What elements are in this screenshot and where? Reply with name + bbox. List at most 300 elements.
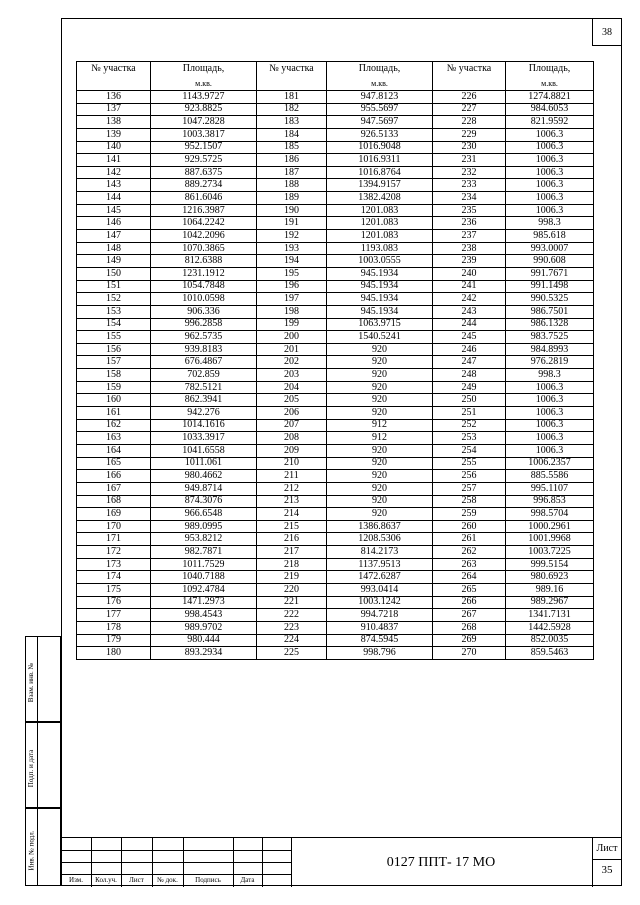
- plot-number-cell: 251: [433, 407, 506, 420]
- area-cell: 982.7871: [151, 546, 257, 559]
- plot-number-cell: 210: [257, 457, 327, 470]
- area-cell: 991.7671: [506, 267, 594, 280]
- plot-number-cell: 203: [257, 369, 327, 382]
- area-cell: 1006.3: [506, 166, 594, 179]
- plot-number-cell: 255: [433, 457, 506, 470]
- table-row: [77, 394, 594, 407]
- plot-number-cell: 265: [433, 583, 506, 596]
- title-block: [61, 837, 622, 886]
- table-row: [77, 305, 594, 318]
- plot-number-cell: 172: [77, 546, 151, 559]
- plot-number-cell: 211: [257, 470, 327, 483]
- plot-number-cell: 220: [257, 583, 327, 596]
- plot-number-cell: 142: [77, 166, 151, 179]
- document-code: 0127 ППТ- 17 МО: [386, 855, 496, 870]
- plot-number-cell: 207: [257, 419, 327, 432]
- plot-number-cell: 159: [77, 381, 151, 394]
- area-cell: 1201.083: [327, 204, 433, 217]
- plot-number-cell: 145: [77, 204, 151, 217]
- area-cell: 1006.2357: [506, 457, 594, 470]
- plot-number-cell: 229: [433, 128, 506, 141]
- plot-number-cell: 214: [257, 508, 327, 521]
- plot-number-cell: 181: [257, 91, 327, 104]
- plot-number-cell: 234: [433, 192, 506, 205]
- plot-number-cell: 160: [77, 394, 151, 407]
- side-label-replaced-inv: Взам. инв. №: [27, 662, 36, 703]
- area-cell: 1047.2828: [151, 116, 257, 129]
- area-cell: 986.1328: [506, 318, 594, 331]
- area-cell: 984.6053: [506, 103, 594, 116]
- table-row: [77, 116, 594, 129]
- table-row: [77, 204, 594, 217]
- area-cell: 893.2934: [151, 647, 257, 660]
- stamp-col-qty: Кол.уч.: [95, 876, 117, 884]
- plot-number-cell: 250: [433, 394, 506, 407]
- area-cell: 920: [327, 407, 433, 420]
- plot-number-cell: 264: [433, 571, 506, 584]
- plot-number-cell: 240: [433, 267, 506, 280]
- plot-number-cell: 206: [257, 407, 327, 420]
- plot-number-cell: 180: [77, 647, 151, 660]
- header-area-2: Площадь, м.кв.: [327, 62, 433, 91]
- area-cell: 874.5945: [327, 634, 433, 647]
- area-cell: 1003.3817: [151, 128, 257, 141]
- plot-number-cell: 201: [257, 343, 327, 356]
- plot-number-cell: 162: [77, 419, 151, 432]
- plot-number-cell: 153: [77, 305, 151, 318]
- header-area-3: Площадь, м.кв.: [506, 62, 594, 91]
- area-cell: 1000.2961: [506, 520, 594, 533]
- area-cell: 926.5133: [327, 128, 433, 141]
- plot-number-cell: 157: [77, 356, 151, 369]
- side-label-inv-original: Инв. № подл.: [27, 830, 36, 871]
- area-cell: 995.1107: [506, 482, 594, 495]
- table-row: [77, 230, 594, 243]
- area-cell: 923.8825: [151, 103, 257, 116]
- area-cell: 998.4543: [151, 609, 257, 622]
- side-block-inv-original: [25, 808, 61, 886]
- table-row: [77, 558, 594, 571]
- table-row: [77, 634, 594, 647]
- plot-number-cell: 168: [77, 495, 151, 508]
- plot-number-cell: 156: [77, 343, 151, 356]
- area-cell: 980.6923: [506, 571, 594, 584]
- area-cell: 1394.9157: [327, 179, 433, 192]
- area-cell: 1006.3: [506, 128, 594, 141]
- area-cell: 1006.3: [506, 419, 594, 432]
- plot-number-cell: 212: [257, 482, 327, 495]
- plot-number-cell: 189: [257, 192, 327, 205]
- area-cell: 920: [327, 343, 433, 356]
- area-cell: 985.618: [506, 230, 594, 243]
- table-row: [77, 444, 594, 457]
- area-cell: 1143.9727: [151, 91, 257, 104]
- area-cell: 984.8993: [506, 343, 594, 356]
- plot-number-cell: 248: [433, 369, 506, 382]
- plot-number-cell: 237: [433, 230, 506, 243]
- area-cell: 945.1934: [327, 280, 433, 293]
- area-cell: 702.859: [151, 369, 257, 382]
- area-cell: 1011.061: [151, 457, 257, 470]
- area-cell: 1003.0555: [327, 255, 433, 268]
- area-cell: 920: [327, 394, 433, 407]
- area-cell: 920: [327, 457, 433, 470]
- plot-number-cell: 257: [433, 482, 506, 495]
- table-row: [77, 520, 594, 533]
- plot-number-cell: 215: [257, 520, 327, 533]
- table-row: [77, 356, 594, 369]
- table-row: [77, 242, 594, 255]
- area-cell: 1042.2096: [151, 230, 257, 243]
- plot-number-cell: 245: [433, 331, 506, 344]
- plot-number-cell: 259: [433, 508, 506, 521]
- plot-number-cell: 163: [77, 432, 151, 445]
- area-cell: 812.6388: [151, 255, 257, 268]
- plot-number-cell: 174: [77, 571, 151, 584]
- table-row: [77, 192, 594, 205]
- top-sheet-number: 38: [592, 18, 622, 46]
- area-cell: 994.7218: [327, 609, 433, 622]
- plot-number-cell: 247: [433, 356, 506, 369]
- area-cell: 947.5697: [327, 116, 433, 129]
- table-row: [77, 318, 594, 331]
- header-plot-3: № участка: [433, 62, 506, 91]
- area-cell: 986.7501: [506, 305, 594, 318]
- table-row: [77, 432, 594, 445]
- plot-number-cell: 175: [77, 583, 151, 596]
- plot-number-cell: 141: [77, 154, 151, 167]
- area-cell: 1540.5241: [327, 331, 433, 344]
- plot-number-cell: 209: [257, 444, 327, 457]
- plot-number-cell: 179: [77, 634, 151, 647]
- plot-number-cell: 176: [77, 596, 151, 609]
- plot-number-cell: 216: [257, 533, 327, 546]
- plot-number-cell: 238: [433, 242, 506, 255]
- area-cell: 885.5586: [506, 470, 594, 483]
- area-cell: 889.2734: [151, 179, 257, 192]
- area-cell: 991.1498: [506, 280, 594, 293]
- table-row: [77, 179, 594, 192]
- table-row: [77, 407, 594, 420]
- plot-number-cell: 192: [257, 230, 327, 243]
- plot-number-cell: 182: [257, 103, 327, 116]
- area-cell: 920: [327, 482, 433, 495]
- plot-number-cell: 252: [433, 419, 506, 432]
- sheet-label: Лист: [596, 843, 618, 854]
- area-cell: 1010.0598: [151, 293, 257, 306]
- plot-number-cell: 195: [257, 267, 327, 280]
- area-cell: 1341.7131: [506, 609, 594, 622]
- table-row: [77, 546, 594, 559]
- area-cell: 1386.8637: [327, 520, 433, 533]
- plot-number-cell: 208: [257, 432, 327, 445]
- area-cell: 966.6548: [151, 508, 257, 521]
- area-cell: 821.9592: [506, 116, 594, 129]
- stamp-col-doc-no: № док.: [157, 876, 178, 884]
- area-cell: 1016.9311: [327, 154, 433, 167]
- plot-number-cell: 253: [433, 432, 506, 445]
- area-cell: 1201.083: [327, 230, 433, 243]
- plot-number-cell: 243: [433, 305, 506, 318]
- plot-number-cell: 199: [257, 318, 327, 331]
- area-cell: 912: [327, 432, 433, 445]
- plot-number-cell: 186: [257, 154, 327, 167]
- plot-number-cell: 137: [77, 103, 151, 116]
- area-cell: 999.5154: [506, 558, 594, 571]
- area-cell: 1016.9048: [327, 141, 433, 154]
- area-cell: 929.5725: [151, 154, 257, 167]
- table-row: [77, 381, 594, 394]
- plot-number-cell: 191: [257, 217, 327, 230]
- area-cell: 861.6046: [151, 192, 257, 205]
- plot-number-cell: 254: [433, 444, 506, 457]
- area-cell: 1054.7848: [151, 280, 257, 293]
- side-block-signature-date: [25, 722, 61, 808]
- plot-number-cell: 136: [77, 91, 151, 104]
- table-row: [77, 470, 594, 483]
- area-cell: 993.0414: [327, 583, 433, 596]
- plot-number-cell: 138: [77, 116, 151, 129]
- plot-number-cell: 241: [433, 280, 506, 293]
- plot-number-cell: 228: [433, 116, 506, 129]
- plot-number-cell: 232: [433, 166, 506, 179]
- table-row: [77, 91, 594, 104]
- area-cell: 1070.3865: [151, 242, 257, 255]
- plot-number-cell: 150: [77, 267, 151, 280]
- area-cell: 1041.6558: [151, 444, 257, 457]
- area-cell: 942.276: [151, 407, 257, 420]
- plot-number-cell: 173: [77, 558, 151, 571]
- area-cell: 920: [327, 369, 433, 382]
- area-cell: 887.6375: [151, 166, 257, 179]
- table-row: [77, 166, 594, 179]
- side-label-signature-date: Подп. и дата: [27, 749, 36, 788]
- area-cell: 1006.3: [506, 432, 594, 445]
- area-cell: 1003.1242: [327, 596, 433, 609]
- area-cell: 1006.3: [506, 407, 594, 420]
- plot-number-cell: 233: [433, 179, 506, 192]
- plot-number-cell: 202: [257, 356, 327, 369]
- area-cell: 852.0035: [506, 634, 594, 647]
- area-cell: 945.1934: [327, 267, 433, 280]
- area-cell: 1193.083: [327, 242, 433, 255]
- plot-number-cell: 139: [77, 128, 151, 141]
- plot-number-cell: 244: [433, 318, 506, 331]
- plot-number-cell: 219: [257, 571, 327, 584]
- area-cell: 1006.3: [506, 141, 594, 154]
- plot-number-cell: 161: [77, 407, 151, 420]
- area-cell: 996.2858: [151, 318, 257, 331]
- area-cell: 862.3941: [151, 394, 257, 407]
- plot-number-cell: 158: [77, 369, 151, 382]
- plot-number-cell: 263: [433, 558, 506, 571]
- table-row: [77, 508, 594, 521]
- area-cell: 945.1934: [327, 305, 433, 318]
- area-cell: 1137.9513: [327, 558, 433, 571]
- plot-number-cell: 147: [77, 230, 151, 243]
- table-row: [77, 533, 594, 546]
- table-row: [77, 482, 594, 495]
- plot-number-cell: 235: [433, 204, 506, 217]
- table-row: [77, 128, 594, 141]
- plot-number-cell: 205: [257, 394, 327, 407]
- table-row: [77, 154, 594, 167]
- area-cell: 989.9702: [151, 621, 257, 634]
- area-cell: 953.8212: [151, 533, 257, 546]
- area-cell: 962.5735: [151, 331, 257, 344]
- plot-number-cell: 225: [257, 647, 327, 660]
- plot-number-cell: 190: [257, 204, 327, 217]
- stamp-col-date: Дата: [240, 876, 255, 884]
- table-row: [77, 457, 594, 470]
- area-cell: 1064.2242: [151, 217, 257, 230]
- plot-number-cell: 178: [77, 621, 151, 634]
- plot-number-cell: 223: [257, 621, 327, 634]
- area-cell: 949.8714: [151, 482, 257, 495]
- area-cell: 939.8183: [151, 343, 257, 356]
- area-cell: 906.336: [151, 305, 257, 318]
- area-cell: 1471.2973: [151, 596, 257, 609]
- plot-number-cell: 146: [77, 217, 151, 230]
- area-cell: 1231.1912: [151, 267, 257, 280]
- table-row: [77, 621, 594, 634]
- area-cell: 998.796: [327, 647, 433, 660]
- plot-number-cell: 171: [77, 533, 151, 546]
- plot-number-cell: 217: [257, 546, 327, 559]
- plot-number-cell: 256: [433, 470, 506, 483]
- plot-number-cell: 231: [433, 154, 506, 167]
- area-cell: 1001.9968: [506, 533, 594, 546]
- plot-number-cell: 246: [433, 343, 506, 356]
- area-cell: 947.8123: [327, 91, 433, 104]
- plot-number-cell: 267: [433, 609, 506, 622]
- area-cell: 983.7525: [506, 331, 594, 344]
- plot-number-cell: 165: [77, 457, 151, 470]
- plot-number-cell: 183: [257, 116, 327, 129]
- table-row: [77, 343, 594, 356]
- area-cell: 998.3: [506, 369, 594, 382]
- plot-number-cell: 196: [257, 280, 327, 293]
- area-cell: 1472.6287: [327, 571, 433, 584]
- area-cell: 1033.3917: [151, 432, 257, 445]
- side-block-replaced-inv: [25, 636, 61, 722]
- plot-number-cell: 200: [257, 331, 327, 344]
- plot-number-cell: 262: [433, 546, 506, 559]
- plot-number-cell: 197: [257, 293, 327, 306]
- table-row: [77, 583, 594, 596]
- area-cell: 1216.3987: [151, 204, 257, 217]
- plot-number-cell: 149: [77, 255, 151, 268]
- area-cell: 1092.4784: [151, 583, 257, 596]
- area-cell: 1201.083: [327, 217, 433, 230]
- area-cell: 1006.3: [506, 154, 594, 167]
- plot-number-cell: 239: [433, 255, 506, 268]
- plot-number-cell: 166: [77, 470, 151, 483]
- area-cell: 1006.3: [506, 192, 594, 205]
- plot-number-cell: 143: [77, 179, 151, 192]
- area-cell: 989.2967: [506, 596, 594, 609]
- area-cell: 945.1934: [327, 293, 433, 306]
- area-cell: 1382.4208: [327, 192, 433, 205]
- plot-number-cell: 177: [77, 609, 151, 622]
- table-row: [77, 267, 594, 280]
- header-area-1: Площадь, м.кв.: [151, 62, 257, 91]
- area-cell: 976.2819: [506, 356, 594, 369]
- plot-number-cell: 260: [433, 520, 506, 533]
- area-cell: 920: [327, 356, 433, 369]
- area-cell: 1208.5306: [327, 533, 433, 546]
- area-cell: 1006.3: [506, 204, 594, 217]
- area-cell: 955.5697: [327, 103, 433, 116]
- plot-number-cell: 198: [257, 305, 327, 318]
- table-row: [77, 293, 594, 306]
- area-cell: 996.853: [506, 495, 594, 508]
- table-row: [77, 419, 594, 432]
- plot-number-cell: 144: [77, 192, 151, 205]
- plot-number-cell: 164: [77, 444, 151, 457]
- stamp-col-signature: Подпись: [195, 876, 221, 884]
- table-row: [77, 609, 594, 622]
- area-cell: 874.3076: [151, 495, 257, 508]
- plot-number-cell: 184: [257, 128, 327, 141]
- area-cell: 1040.7188: [151, 571, 257, 584]
- plot-number-cell: 152: [77, 293, 151, 306]
- header-plot-1: № участка: [77, 62, 151, 91]
- table-row: [77, 369, 594, 382]
- plot-number-cell: 155: [77, 331, 151, 344]
- plot-number-cell: 221: [257, 596, 327, 609]
- area-cell: 920: [327, 444, 433, 457]
- area-cell: 952.1507: [151, 141, 257, 154]
- area-cell: 990.5325: [506, 293, 594, 306]
- plot-number-cell: 268: [433, 621, 506, 634]
- plot-number-cell: 194: [257, 255, 327, 268]
- header-plot-2: № участка: [257, 62, 327, 91]
- area-cell: 990.608: [506, 255, 594, 268]
- plot-number-cell: 242: [433, 293, 506, 306]
- plot-number-cell: 218: [257, 558, 327, 571]
- table-row: [77, 217, 594, 230]
- plot-number-cell: 140: [77, 141, 151, 154]
- table-row: [77, 495, 594, 508]
- table-row: [77, 103, 594, 116]
- table-row: [77, 331, 594, 344]
- area-cell: 912: [327, 419, 433, 432]
- plot-number-cell: 226: [433, 91, 506, 104]
- table-row: [77, 571, 594, 584]
- table-row: [77, 280, 594, 293]
- plot-number-cell: 151: [77, 280, 151, 293]
- area-cell: 814.2173: [327, 546, 433, 559]
- area-cell: 920: [327, 381, 433, 394]
- table-header-row: [77, 62, 594, 91]
- plot-number-cell: 187: [257, 166, 327, 179]
- area-cell: 1014.1616: [151, 419, 257, 432]
- plot-number-cell: 269: [433, 634, 506, 647]
- area-cell: 920: [327, 495, 433, 508]
- plot-number-cell: 188: [257, 179, 327, 192]
- area-cell: 1006.3: [506, 179, 594, 192]
- plot-number-cell: 258: [433, 495, 506, 508]
- area-cell: 989.0995: [151, 520, 257, 533]
- area-cell: 989.16: [506, 583, 594, 596]
- table-row: [77, 141, 594, 154]
- stamp-col-sheet: Лист: [129, 876, 144, 884]
- area-cell: 1006.3: [506, 381, 594, 394]
- plot-number-cell: 154: [77, 318, 151, 331]
- plot-number-cell: 230: [433, 141, 506, 154]
- table-row: [77, 596, 594, 609]
